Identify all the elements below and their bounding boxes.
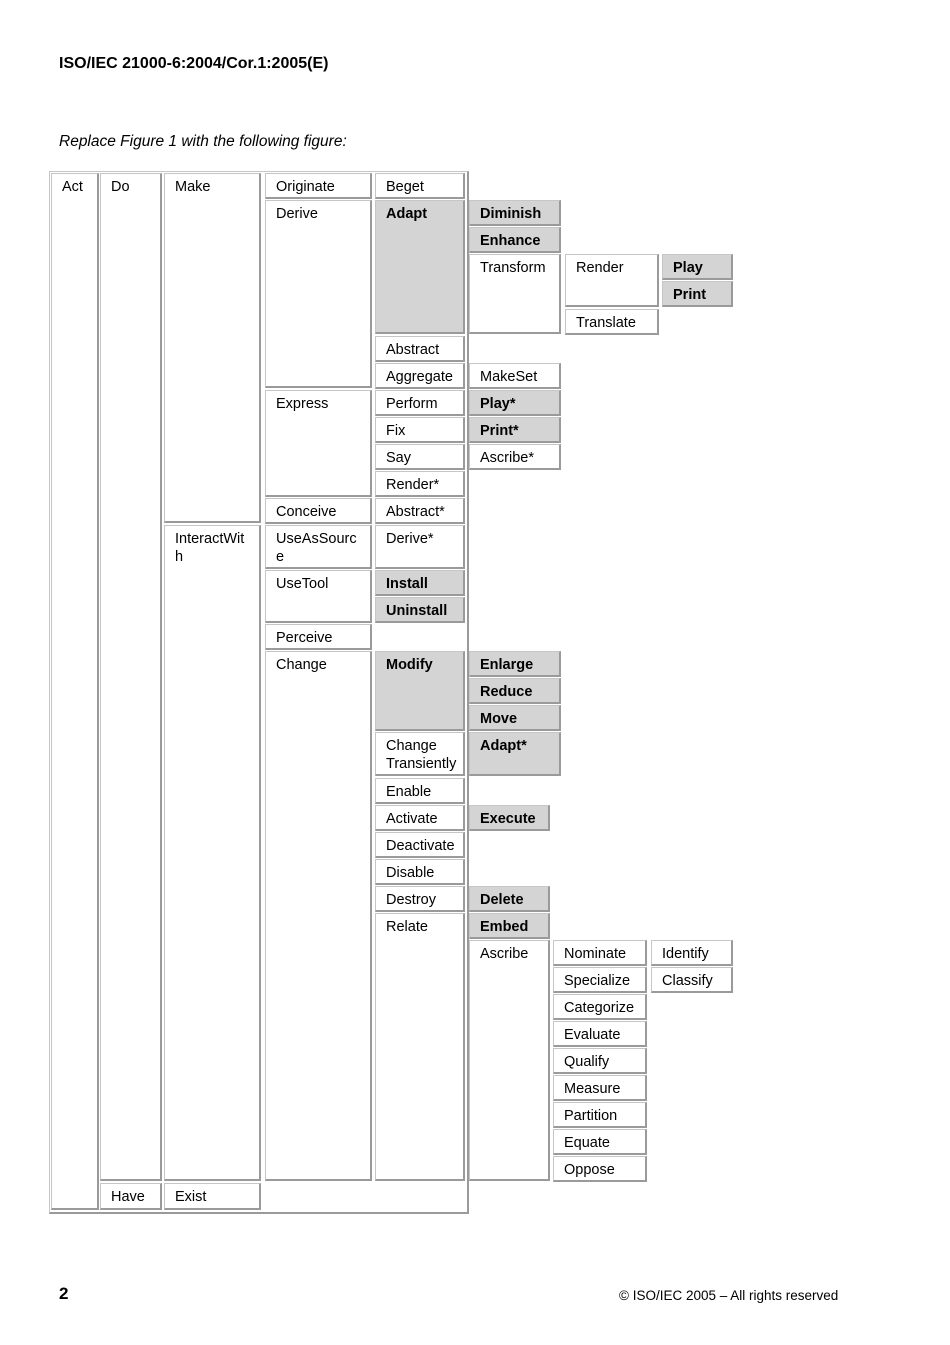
taxonomy-cell-abstract: Abstract	[375, 336, 465, 362]
taxonomy-cell-qualify: Qualify	[553, 1048, 647, 1074]
taxonomy-cell-execute: Execute	[469, 805, 550, 831]
taxonomy-cell-enable: Enable	[375, 778, 465, 804]
taxonomy-cell-useassource: UseAsSourc e	[265, 525, 372, 569]
taxonomy-cell-diminish: Diminish	[469, 200, 561, 226]
taxonomy-cell-play: Play	[662, 254, 733, 280]
taxonomy-cell-identify: Identify	[651, 940, 733, 966]
taxonomy-cell-enhance: Enhance	[469, 227, 561, 253]
taxonomy-cell-delete: Delete	[469, 886, 550, 912]
taxonomy-cell-render: Render	[565, 254, 659, 307]
page-number: 2	[59, 1284, 69, 1303]
taxonomy-cell-reduce: Reduce	[469, 678, 561, 704]
taxonomy-cell-adapt-star: Adapt*	[469, 732, 561, 776]
taxonomy-cell-make: Make	[164, 173, 261, 523]
taxonomy-cell-derive: Derive	[265, 200, 372, 388]
taxonomy-cell-partition: Partition	[553, 1102, 647, 1128]
taxonomy-cell-aggregate: Aggregate	[375, 363, 465, 389]
taxonomy-cell-destroy: Destroy	[375, 886, 465, 912]
taxonomy-cell-embed: Embed	[469, 913, 550, 939]
taxonomy-cell-say: Say	[375, 444, 465, 470]
taxonomy-cell-usetool: UseTool	[265, 570, 372, 623]
taxonomy-cell-perform: Perform	[375, 390, 465, 416]
taxonomy-cell-interactwith: InteractWit h	[164, 525, 261, 1181]
taxonomy-cell-print-star: Print*	[469, 417, 561, 443]
taxonomy-cell-derive-star: Derive*	[375, 525, 465, 569]
taxonomy-cell-enlarge: Enlarge	[469, 651, 561, 677]
taxonomy-cell-move: Move	[469, 705, 561, 731]
taxonomy-cell-oppose: Oppose	[553, 1156, 647, 1182]
taxonomy-cell-ascribe-star: Ascribe*	[469, 444, 561, 470]
taxonomy-cell-exist: Exist	[164, 1183, 261, 1210]
taxonomy-cell-equate: Equate	[553, 1129, 647, 1155]
taxonomy-cell-act: Act	[51, 173, 99, 1210]
copyright-notice: © ISO/IEC 2005 – All rights reserved	[619, 1288, 839, 1303]
taxonomy-cell-evaluate: Evaluate	[553, 1021, 647, 1047]
taxonomy-cell-categorize: Categorize	[553, 994, 647, 1020]
taxonomy-cell-makeset: MakeSet	[469, 363, 561, 389]
taxonomy-cell-ascribe: Ascribe	[469, 940, 550, 1181]
taxonomy-cell-originate: Originate	[265, 173, 372, 199]
taxonomy-cell-disable: Disable	[375, 859, 465, 885]
taxonomy-cell-have: Have	[100, 1183, 162, 1210]
taxonomy-cell-conceive: Conceive	[265, 498, 372, 524]
taxonomy-cell-change-transiently: Change Transiently	[375, 732, 465, 776]
taxonomy-cell-abstract-star: Abstract*	[375, 498, 465, 524]
taxonomy-cell-express: Express	[265, 390, 372, 497]
taxonomy-cell-deactivate: Deactivate	[375, 832, 465, 858]
taxonomy-cell-translate: Translate	[565, 309, 659, 335]
taxonomy-cell-do: Do	[100, 173, 162, 1181]
taxonomy-cell-play-star: Play*	[469, 390, 561, 416]
taxonomy-cell-print: Print	[662, 281, 733, 307]
taxonomy-cell-specialize: Specialize	[553, 967, 647, 993]
taxonomy-cell-perceive: Perceive	[265, 624, 372, 650]
taxonomy-cell-relate: Relate	[375, 913, 465, 1181]
document-id: ISO/IEC 21000-6:2004/Cor.1:2005(E)	[59, 55, 329, 72]
taxonomy-cell-measure: Measure	[553, 1075, 647, 1101]
taxonomy-cell-uninstall: Uninstall	[375, 597, 465, 623]
taxonomy-cell-install: Install	[375, 570, 465, 596]
instruction-text: Replace Figure 1 with the following figure:	[59, 133, 347, 150]
taxonomy-cell-change: Change	[265, 651, 372, 1181]
taxonomy-cell-beget: Beget	[375, 173, 465, 199]
taxonomy-cell-render-star: Render*	[375, 471, 465, 497]
taxonomy-cell-fix: Fix	[375, 417, 465, 443]
taxonomy-cell-adapt: Adapt	[375, 200, 465, 334]
taxonomy-cell-modify: Modify	[375, 651, 465, 731]
taxonomy-cell-transform: Transform	[469, 254, 561, 334]
taxonomy-cell-activate: Activate	[375, 805, 465, 831]
taxonomy-cell-nominate: Nominate	[553, 940, 647, 966]
taxonomy-cell-classify: Classify	[651, 967, 733, 993]
